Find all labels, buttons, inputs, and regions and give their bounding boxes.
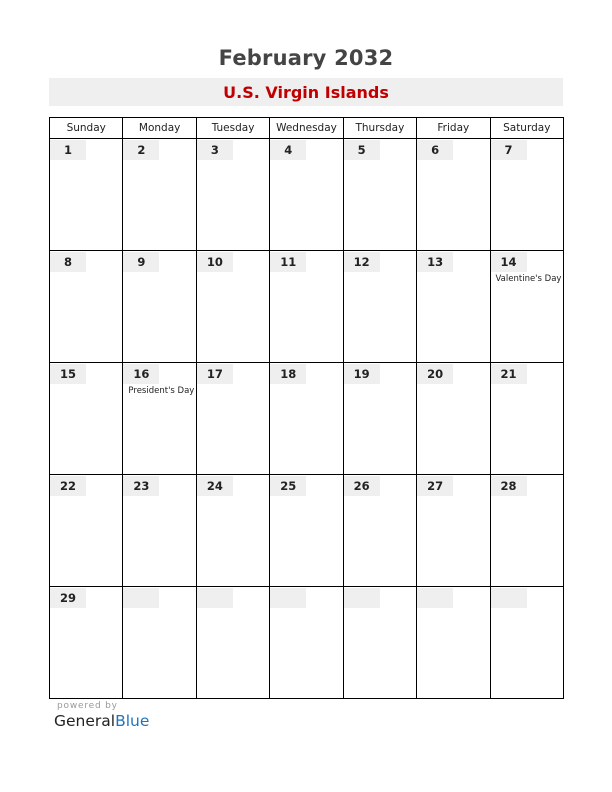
empty-day-cell (270, 587, 343, 699)
day-number: 10 (197, 252, 233, 272)
day-number: 8 (50, 252, 86, 272)
day-cell (123, 475, 196, 587)
day-cell (490, 251, 563, 363)
empty-day-cell (196, 587, 269, 699)
day-cell (343, 139, 416, 251)
day-cell (123, 139, 196, 251)
weekday-header: Tuesday (196, 118, 269, 139)
day-number: 22 (50, 476, 86, 496)
day-number: 1 (50, 140, 86, 160)
page-title: February 2032 (218, 46, 394, 70)
day-number: 7 (491, 140, 527, 160)
day-number: 12 (344, 252, 380, 272)
day-number: 21 (491, 364, 527, 384)
powered-by-text: powered by (57, 701, 118, 711)
empty-day-badge (417, 588, 453, 608)
day-cell (270, 139, 343, 251)
country-banner (49, 78, 563, 106)
generalblue-logo[interactable] (54, 712, 149, 730)
week-row (50, 587, 564, 699)
day-number: 24 (197, 476, 233, 496)
day-number: 28 (491, 476, 527, 496)
day-cell (343, 363, 416, 475)
day-number: 4 (270, 140, 306, 160)
empty-day-cell (343, 587, 416, 699)
day-number: 6 (417, 140, 453, 160)
day-number: 5 (344, 140, 380, 160)
day-cell (196, 363, 269, 475)
weekday-header: Monday (123, 118, 196, 139)
day-cell (417, 363, 490, 475)
day-number: 27 (417, 476, 453, 496)
day-cell (123, 363, 196, 475)
day-number: 16 (123, 364, 159, 384)
day-cell (417, 475, 490, 587)
day-cell (270, 251, 343, 363)
empty-day-cell (417, 587, 490, 699)
day-number: 29 (50, 588, 86, 608)
weekday-header: Friday (417, 118, 490, 139)
week-row (50, 139, 564, 251)
empty-day-badge (197, 588, 233, 608)
empty-day-cell (490, 587, 563, 699)
day-cell (490, 475, 563, 587)
day-cell (196, 139, 269, 251)
empty-day-badge (344, 588, 380, 608)
day-number: 13 (417, 252, 453, 272)
brand-name-part2: Blue (115, 712, 150, 730)
day-number: 2 (123, 140, 159, 160)
day-cell (490, 139, 563, 251)
week-row (50, 475, 564, 587)
brand-name-part1: General (54, 712, 116, 730)
day-number: 9 (123, 252, 159, 272)
day-number: 11 (270, 252, 306, 272)
day-cell (343, 475, 416, 587)
empty-day-badge (270, 588, 306, 608)
country-name: U.S. Virgin Islands (223, 83, 389, 102)
day-number: 26 (344, 476, 380, 496)
day-number: 15 (50, 364, 86, 384)
holiday-label: Valentine's Day (495, 274, 562, 284)
day-cell (417, 251, 490, 363)
holiday-label: President's Day (128, 386, 195, 396)
day-cell (270, 363, 343, 475)
empty-day-badge (123, 588, 159, 608)
weekday-header: Thursday (343, 118, 416, 139)
day-cell (50, 587, 123, 699)
day-cell (196, 251, 269, 363)
day-cell (50, 475, 123, 587)
day-number: 19 (344, 364, 380, 384)
day-cell (270, 475, 343, 587)
weekday-header: Wednesday (270, 118, 343, 139)
day-cell (123, 251, 196, 363)
day-cell (50, 251, 123, 363)
week-row (50, 363, 564, 475)
weekday-header-row (50, 118, 564, 139)
day-number: 3 (197, 140, 233, 160)
day-cell (490, 363, 563, 475)
week-row (50, 251, 564, 363)
day-cell (417, 139, 490, 251)
day-number: 17 (197, 364, 233, 384)
day-number: 14 (491, 252, 527, 272)
day-number: 18 (270, 364, 306, 384)
day-cell (196, 475, 269, 587)
weekday-header: Saturday (490, 118, 563, 139)
calendar-grid (49, 117, 564, 699)
empty-day-cell (123, 587, 196, 699)
day-number: 20 (417, 364, 453, 384)
day-cell (343, 251, 416, 363)
day-cell (50, 363, 123, 475)
empty-day-badge (491, 588, 527, 608)
day-cell (50, 139, 123, 251)
weekday-header: Sunday (50, 118, 123, 139)
day-number: 23 (123, 476, 159, 496)
day-number: 25 (270, 476, 306, 496)
